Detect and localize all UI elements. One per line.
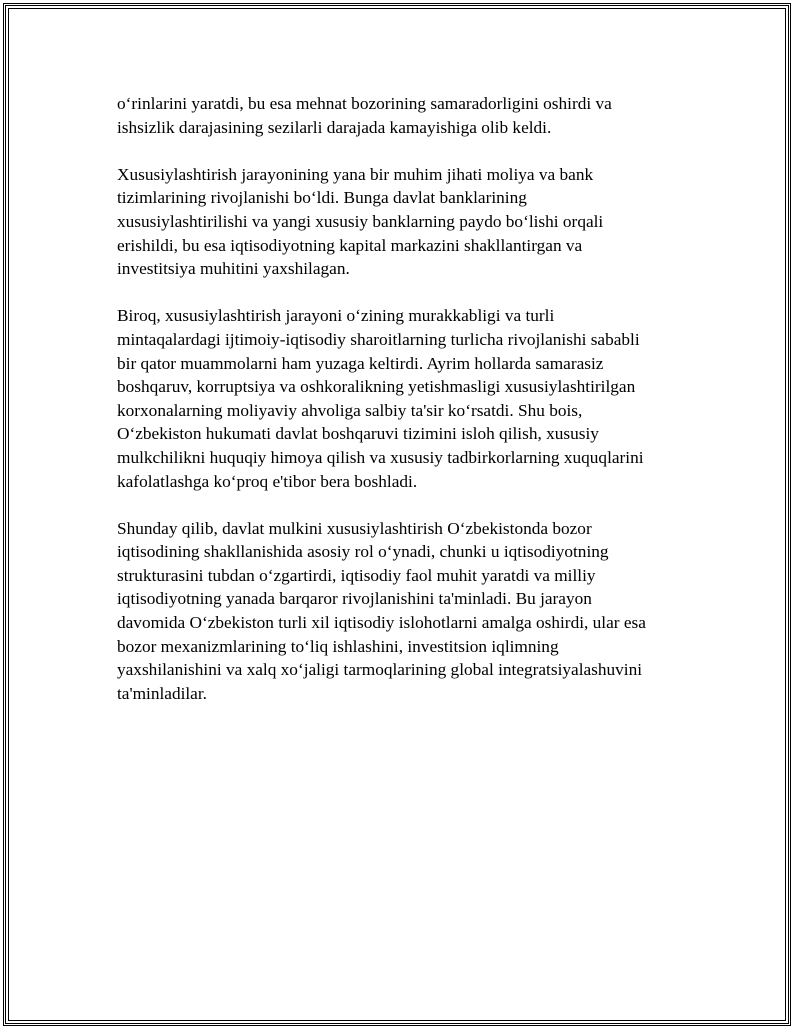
text-line: ishsizlik darajasining sezilarli darajada kamayishiga olib keldi. — [117, 117, 552, 137]
paragraph — [117, 92, 687, 139]
text-line: mulkchilikni huquqiy himoya qilish va xususiy tadbirkorlarning xuquqlarini — [117, 447, 644, 467]
text-line: Xususiylashtirish jarayonining yana bir muhim jihati moliya va bank — [117, 164, 594, 184]
text-line: mintaqalardagi ijtimoiy-iqtisodiy sharoitlarning turlicha rivojlanishi sababli — [117, 329, 640, 349]
document-body — [117, 92, 687, 729]
text-line: iqtisodiyotning yanada barqaror rivojlanishini ta'minladi. Bu jarayon — [117, 589, 592, 609]
text-line: bozor mexanizmlarining to‘liq ishlashini, investitsion iqlimning — [117, 636, 559, 656]
text-line: tizimlarining rivojlanishi bo‘ldi. Bunga davlat banklarining — [117, 188, 527, 208]
text-line: xususiylashtirilishi va yangi xususiy banklarning paydo bo‘lishi orqali — [117, 211, 604, 231]
text-line: Biroq, xususiylashtirish jarayoni o‘zining murakkabligi va turli — [117, 306, 555, 326]
text-line: Shunday qilib, davlat mulkini xususiylashtirish O‘zbekistonda bozor — [117, 518, 592, 538]
text-line: strukturasini tubdan o‘zgartirdi, iqtisodiy faol muhit yaratdi va milliy — [117, 565, 596, 585]
text-line: yaxshilanishini va xalq xo‘jaligi tarmoqlarining global integratsiyalashuvini — [117, 660, 643, 680]
text-line: kafolatlashga ko‘proq e'tibor bera boshladi. — [117, 471, 418, 491]
text-line: iqtisodining shakllanishida asosiy rol o‘ynadi, chunki u iqtisodiyotning — [117, 542, 609, 562]
paragraph — [117, 163, 687, 281]
text-line: o‘rinlarini yaratdi, bu esa mehnat bozorining samaradorligini oshirdi va — [117, 94, 612, 113]
text-line: korxonalarning moliyaviy ahvoliga salbiy ta'sir ko‘rsatdi. Shu bois, — [117, 400, 583, 420]
text-line: erishildi, bu esa iqtisodiyotning kapital markazini shakllantirgan va — [117, 235, 583, 255]
text-line: ta'minladilar. — [117, 683, 207, 703]
text-line: O‘zbekiston hukumati davlat boshqaruvi tizimini isloh qilish, xususiy — [117, 424, 599, 444]
text-line: boshqaruv, korruptsiya va oshkoralikning yetishmasligi xususiylashtirilgan — [117, 377, 636, 397]
text-line: investitsiya muhitini yaxshilagan. — [117, 259, 350, 279]
paragraph — [117, 517, 687, 706]
paragraph — [117, 304, 687, 493]
text-line: davomida O‘zbekiston turli xil iqtisodiy islohotlarni amalga oshirdi, ular esa — [117, 613, 646, 633]
text-line: bir qator muammolarni ham yuzaga keltirdi. Ayrim hollarda samarasiz — [117, 353, 604, 373]
